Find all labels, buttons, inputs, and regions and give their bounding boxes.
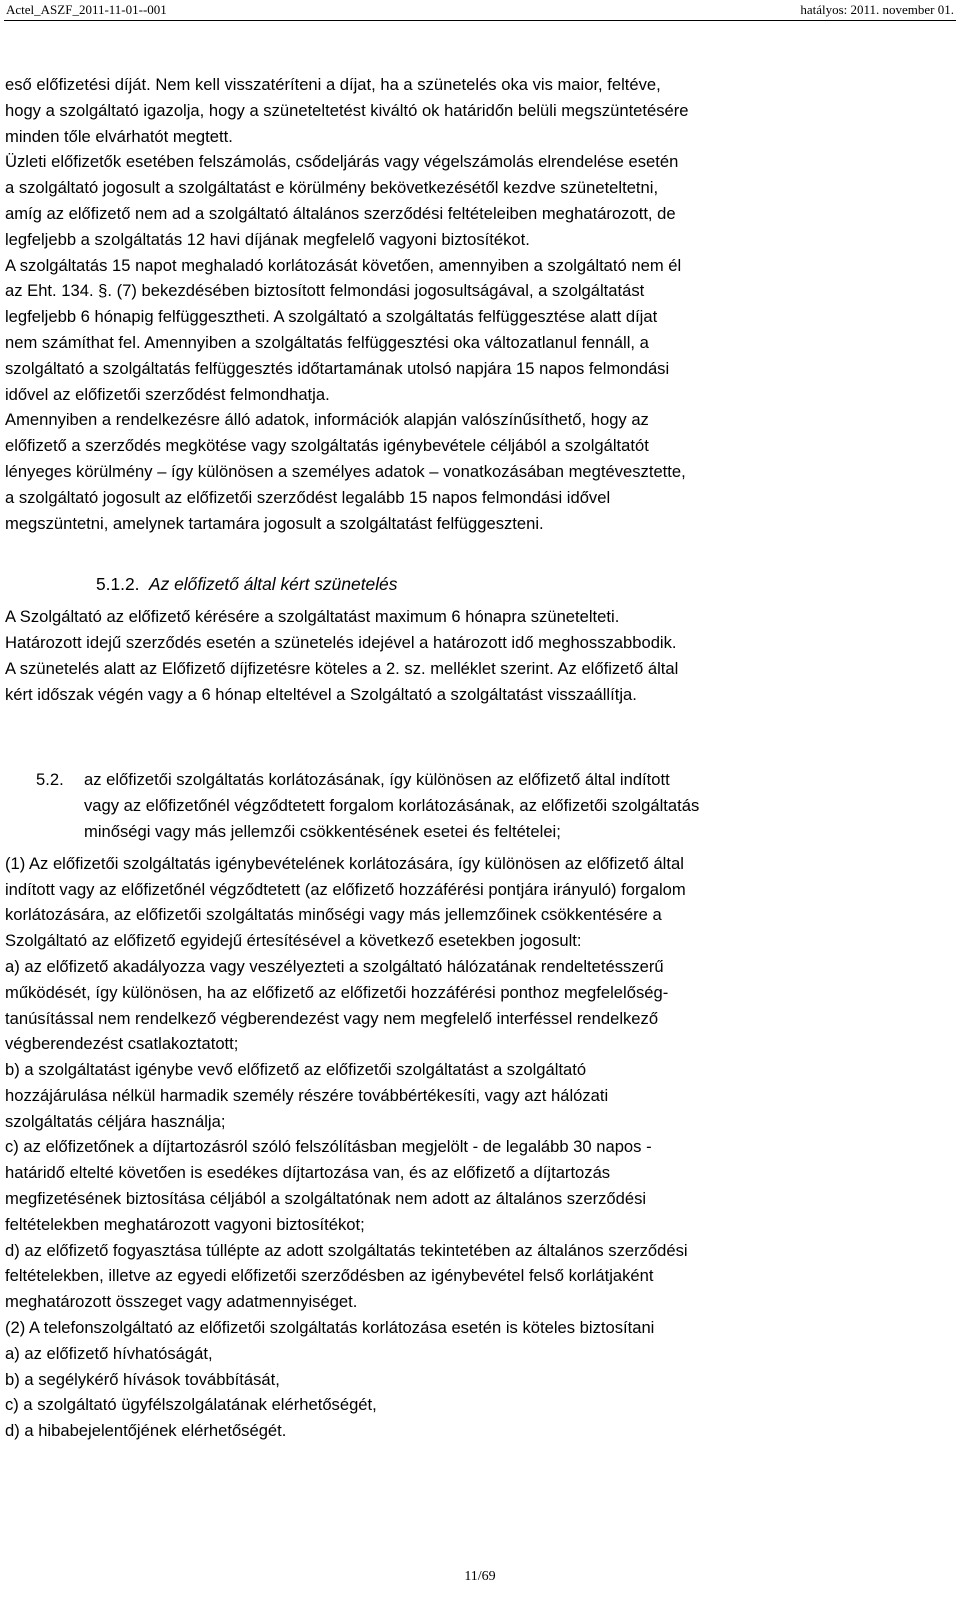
text-line: b) a segélykérő hívások továbbítását, bbox=[5, 1369, 280, 1389]
text-line: végberendezést csatlakoztatott; bbox=[5, 1034, 239, 1054]
text-line: a szolgáltató jogosult az előfizetői szerződést legalább 15 napos felmondási idővel bbox=[5, 487, 611, 507]
section-title-line: minőségi vagy más jellemzői csökkentésének esetei és feltételei; bbox=[84, 821, 561, 841]
section-first-line bbox=[5, 767, 941, 793]
text-line: a szolgáltató jogosult a szolgáltatást e körülmény bekövetkezésétől kezdve szüneteltetni, bbox=[5, 178, 659, 198]
text-line: feltételekben meghatározott vagyoni biztosítékot; bbox=[5, 1214, 365, 1234]
text-line: megszüntetni, amelynek tartamára jogosult a szolgáltatást felfüggeszteni. bbox=[5, 513, 544, 533]
text-line: minden tőle elvárhatót megtett. bbox=[5, 126, 233, 146]
text-line: hozzájárulása nélkül harmadik személy részére továbbértékesíti, vagy azt hálózati bbox=[5, 1085, 609, 1105]
text-line: A Szolgáltató az előfizető kérésére a szolgáltatást maximum 6 hónapra szünetelteti. bbox=[5, 607, 620, 627]
text-line: kért időszak végén vagy a 6 hónap elteltével a Szolgáltató a szolgáltatást visszaállítja. bbox=[5, 684, 637, 704]
text-line: Üzleti előfizetők esetében felszámolás, csődeljárás vagy végelszámolás elrendelése esetén bbox=[5, 152, 679, 172]
paragraph-suspension bbox=[5, 72, 941, 536]
text-line: szolgáltató a szolgáltatás felfüggesztés időtartamának utolsó napjára 15 napos felmondási bbox=[5, 358, 670, 378]
section-number: 5.1.2. bbox=[96, 574, 140, 595]
document-body bbox=[5, 72, 941, 1444]
text-line: amíg az előfizető nem ad a szolgáltató általános szerződési feltételeiben meghatározott, de bbox=[5, 203, 676, 223]
text-line: határidő eltelté követően is esedékes díjtartozása van, és az előfizető a díjtartozás bbox=[5, 1163, 611, 1183]
text-line: eső előfizetési díját. Nem kell visszatéríteni a díjat, ha a szünetelés oka vis maior, feltéve, bbox=[5, 75, 661, 94]
spacer bbox=[5, 536, 941, 572]
text-line: nem számíthat fel. Amennyiben a szolgáltatás felfüggesztési oka változatlanul fennáll, a bbox=[5, 332, 649, 352]
paragraph-requested-suspension bbox=[5, 604, 941, 707]
spacer bbox=[5, 707, 941, 767]
text-line: legfeljebb a szolgáltatás 12 havi díjának megfelelő vagyoni biztosítékot. bbox=[5, 229, 530, 249]
text-line: lényeges körülmény – így különösen a személyes adatok – vonatkozásában megtévesztette, bbox=[5, 461, 686, 481]
section-heading-5-1-2 bbox=[5, 572, 941, 598]
text-line: c) a szolgáltató ügyfélszolgálatának elérhetőségét, bbox=[5, 1395, 377, 1415]
header-document-id: Actel_ASZF_2011-11-01--001 bbox=[6, 2, 167, 17]
section-title: Az előfizető által kért szünetelés bbox=[149, 574, 398, 595]
text-line: b) a szolgáltatást igénybe vevő előfizető az előfizetői szolgáltatást a szolgáltató bbox=[5, 1060, 587, 1080]
text-line: hogy a szolgáltató igazolja, hogy a szüneteltetést kiváltó ok határidőn belüli megszüntetésére bbox=[5, 100, 689, 120]
text-line: (2) A telefonszolgáltató az előfizetői szolgáltatás korlátozása esetén is köteles biztosítani bbox=[5, 1318, 655, 1338]
text-line: d) az előfizető fogyasztása túllépte az adott szolgáltatás tekintetében az általános szerződési bbox=[5, 1240, 688, 1260]
text-line: megfizetésének biztosítása céljából a szolgáltatónak nem adott az általános szerződési bbox=[5, 1189, 647, 1209]
text-line: a) az előfizető akadályozza vagy veszélyezteti a szolgáltató hálózatának rendeltetésszerű bbox=[5, 956, 664, 976]
text-line: meghatározott összeget vagy adatmennyiséget. bbox=[5, 1292, 358, 1312]
paragraph-restriction bbox=[5, 851, 941, 1444]
text-line: szolgáltatás céljára használja; bbox=[5, 1111, 226, 1131]
page-number: 11/69 bbox=[464, 1569, 496, 1584]
text-line: c) az előfizetőnek a díjtartozásról szóló felszólításban megjelölt - de legalább 30 napos - bbox=[5, 1137, 652, 1157]
text-line: idővel az előfizetői szerződést felmondhatja. bbox=[5, 384, 330, 404]
text-line: működését, így különösen, ha az előfizető az előfizetői hozzáférési ponthoz megfelelőség- bbox=[5, 982, 669, 1002]
text-line: A szünetelés alatt az Előfizető díjfizetésre köteles a 2. sz. melléklet szerint. Az előfizető által bbox=[5, 658, 679, 678]
text-line: korlátozására, az előfizetői szolgáltatás minőségi vagy más jellemzőinek csökkentésére a bbox=[5, 905, 662, 925]
text-line: (1) Az előfizetői szolgáltatás igénybevételének korlátozására, így különösen az előfizető által bbox=[5, 853, 684, 873]
section-title-line: az előfizetői szolgáltatás korlátozásának, így különösen az előfizető által indított bbox=[84, 770, 670, 790]
header-divider bbox=[4, 20, 956, 21]
section-heading-5-2 bbox=[5, 767, 941, 844]
text-line: indított vagy az előfizetőnél végződtetett (az előfizető hozzáférési pontjára irányuló) forgalom bbox=[5, 879, 686, 899]
text-line: legfeljebb 6 hónapig felfüggesztheti. A szolgáltató a szolgáltatás felfüggesztése alatt díjat bbox=[5, 307, 658, 327]
text-line: a) az előfizető hívhatóságát, bbox=[5, 1343, 213, 1363]
text-line: Amennyiben a rendelkezésre álló adatok, információk alapján valószínűsíthető, hogy az bbox=[5, 410, 649, 430]
text-line: feltételekben, illetve az egyedi előfizetői szerződésben az igénybevétel felső korlátjaként bbox=[5, 1266, 654, 1286]
text-line: Szolgáltató az előfizető egyidejű értesítésével a következő esetekben jogosult: bbox=[5, 931, 582, 951]
text-line: előfizető a szerződés megkötése vagy szolgáltatás igénybevétele céljából a szolgáltatót bbox=[5, 436, 649, 456]
text-line: A szolgáltatás 15 napot meghaladó korlátozását követően, amennyiben a szolgáltató nem él bbox=[5, 255, 682, 275]
section-title-line: vagy az előfizetőnél végződtetett forgalom korlátozásának, az előfizetői szolgáltatás bbox=[84, 796, 700, 816]
text-line: az Eht. 134. §. (7) bekezdésében biztosított felmondási jogosultságával, a szolgáltatást bbox=[5, 281, 645, 301]
text-line: tanúsítással nem rendelkező végberendezést vagy nem megfelelő interféssel rendelkező bbox=[5, 1008, 659, 1028]
text-line: d) a hibabejelentőjének elérhetőségét. bbox=[5, 1421, 287, 1441]
header-effective-date: hatályos: 2011. november 01. bbox=[800, 2, 954, 17]
text-line: Határozott idejű szerződés esetén a szünetelés idejével a határozott idő meghosszabbodik. bbox=[5, 632, 677, 652]
section-number: 5.2. bbox=[36, 770, 64, 790]
